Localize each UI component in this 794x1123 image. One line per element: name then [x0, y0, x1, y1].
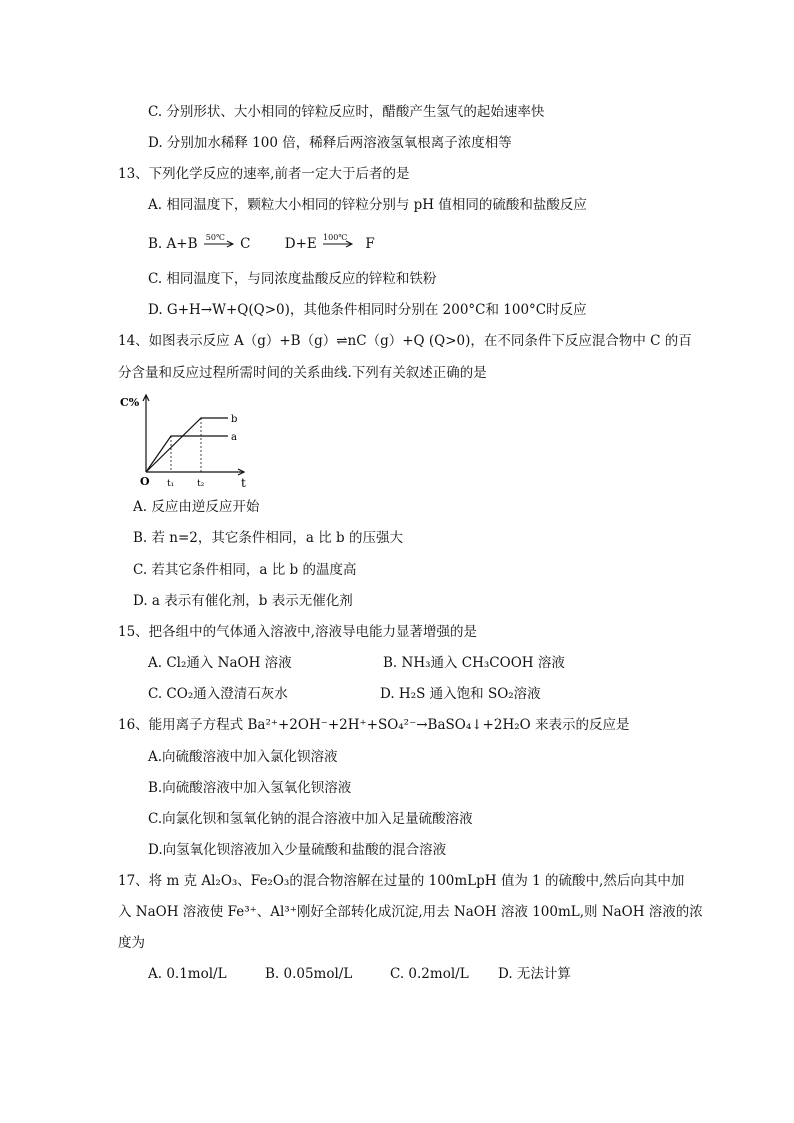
q13-option-d: D. G+H→W+Q(Q>0)，其他条件相同时分别在 200°C和 100°C时反应: [148, 302, 587, 318]
q15-option-d: D. H₂S 通入饱和 SO₂溶液: [380, 686, 541, 702]
q17-stem-line1: 17、将 m 克 Al₂O₃、Fe₂O₃的混合物溶解在过量的 100mLpH 值为 1 的硫酸中,然后向其中加: [118, 873, 685, 889]
q16-option-a: A.向硫酸溶液中加入氯化钡溶液: [148, 749, 338, 765]
q17-option-d: D. 无法计算: [498, 966, 571, 982]
q16-stem: 16、能用离子方程式 Ba²⁺+2OH⁻+2H⁺+SO₄²⁻→BaSO₄↓+2H₂O 来表示的反应是: [118, 717, 630, 733]
q14-stem-line1: 14、如图表示反应 A（g）+B（g）⇌nC（g）+Q (Q>0)，在不同条件下反应混合物中 C 的百: [118, 333, 692, 349]
q15-option-a: A. Cl₂通入 NaOH 溶液: [148, 655, 292, 671]
q13-option-c: C. 相同温度下，与同浓度盐酸反应的锌粒和铁粉: [148, 271, 437, 287]
q12-option-c: C. 分别形状、大小相同的锌粒反应时，醋酸产生氢气的起始速率快: [148, 104, 545, 120]
q14-option-b: B. 若 n=2，其它条件相同，a 比 b 的压强大: [133, 530, 403, 546]
q14-graph: [116, 390, 256, 490]
t2-label: t₂: [197, 479, 205, 489]
origin-label: O: [140, 475, 150, 488]
q13-b-product: F: [365, 236, 375, 252]
q16-option-b: B.向硫酸溶液中加入氢氧化钡溶液: [148, 780, 352, 796]
curve-b-label: b: [231, 414, 238, 425]
curve-b: [146, 418, 228, 472]
curve-a: [146, 436, 228, 472]
q13-option-a: A. 相同温度下，颗粒大小相同的锌粒分别与 pH 值相同的硫酸和盐酸反应: [148, 197, 587, 213]
q13-option-b: [148, 235, 375, 253]
q13-b-arrow1: [202, 235, 236, 253]
q15-option-c: C. CO₂通入澄清石灰水: [148, 686, 288, 702]
q14-stem-line2: 分含量和反应过程所需时间的关系曲线.下列有关叙述正确的是: [118, 365, 487, 381]
q12-option-d: D. 分别加水稀释 100 倍，稀释后两溶液氢氧根离子浓度相等: [148, 135, 512, 151]
q13-b-reactants: B. A+B: [148, 236, 198, 252]
y-axis-label: C%: [120, 396, 140, 409]
q17-option-c: C. 0.2mol/L: [390, 966, 469, 982]
q17-option-a: A. 0.1mol/L: [148, 966, 227, 982]
q16-option-c: C.向氯化钡和氢氧化钠的混合溶液中加入足量硫酸溶液: [148, 811, 473, 827]
q15-option-b: B. NH₃通入 CH₃COOH 溶液: [383, 655, 565, 671]
q14-option-d: D. a 表示有催化剂，b 表示无催化剂: [133, 593, 353, 609]
q16-option-d: D.向氢氧化钡溶液加入少量硫酸和盐酸的混合溶液: [148, 842, 447, 858]
q14-option-c: C. 若其它条件相同，a 比 b 的温度高: [133, 562, 357, 578]
x-axis-label: t: [241, 476, 246, 490]
q17-option-b: B. 0.05mol/L: [265, 966, 353, 982]
q13-b-arrow1-label: 50℃: [205, 233, 225, 242]
q14-option-a: A. 反应由逆反应开始: [133, 499, 260, 515]
curve-a-label: a: [231, 432, 237, 443]
q13-b-arrow2: [321, 235, 355, 253]
right-arrow-icon: [321, 235, 355, 253]
q15-stem: 15、把各组中的气体通入溶液中,溶液导电能力显著增强的是: [118, 624, 477, 640]
q17-stem-line3: 度为: [118, 935, 145, 951]
q13-b-arrow2-label: 100℃: [323, 233, 348, 242]
q17-stem-line2: 入 NaOH 溶液使 Fe³⁺、Al³⁺刚好全部转化成沉淀,用去 NaOH 溶液 100mL,则 NaOH 溶液的浓: [118, 904, 703, 920]
right-arrow-icon: [202, 235, 236, 253]
t1-label: t₁: [167, 479, 175, 489]
q13-stem: 13、下列化学反应的速率,前者一定大于后者的是: [118, 166, 410, 182]
q13-b-middle: C D+E: [240, 236, 317, 252]
